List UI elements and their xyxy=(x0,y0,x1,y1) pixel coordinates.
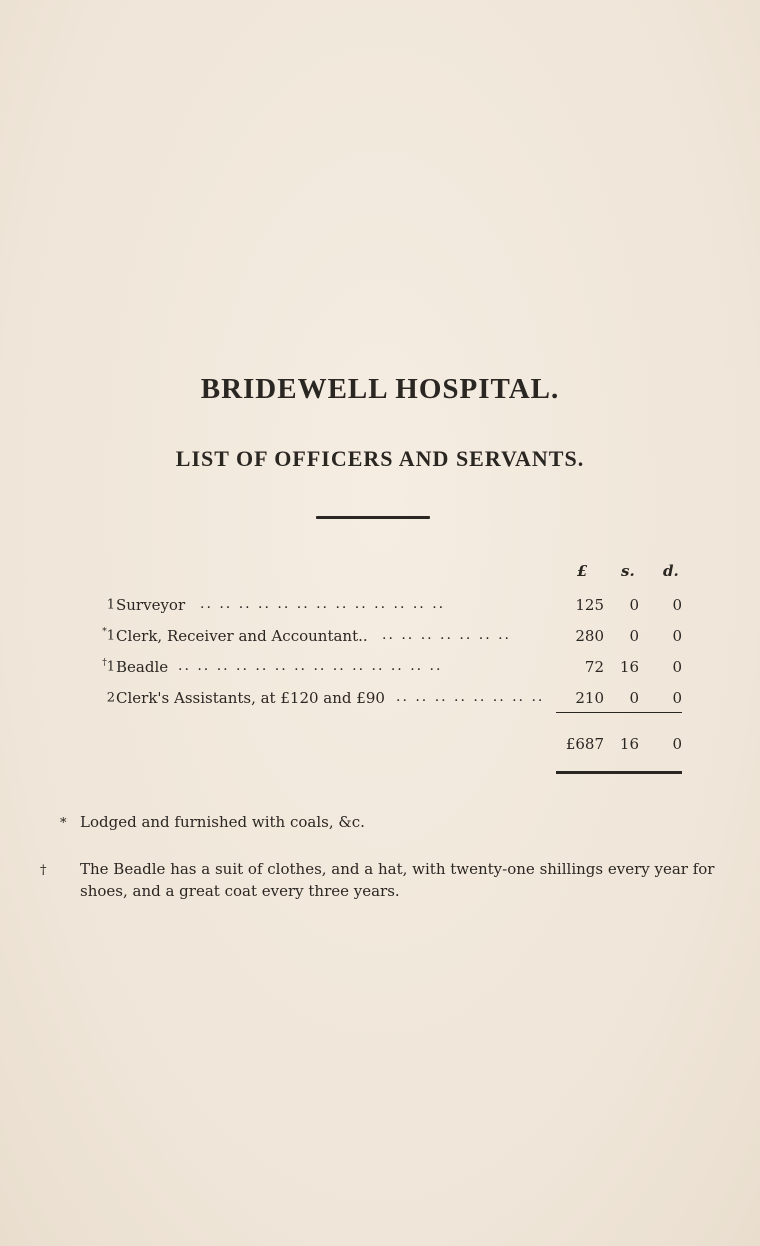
row-label: Clerk's Assistants, at £120 and £90 xyxy=(116,689,385,707)
row-shillings: 0 xyxy=(629,689,639,707)
page-title: BRIDEWELL HOSPITAL. xyxy=(200,373,560,405)
row-pence: 0 xyxy=(672,596,682,614)
footnote-beadle xyxy=(40,859,720,901)
leader-dots: .. .. .. .. .. .. .. .. xyxy=(396,689,545,705)
footnote-symbol: † xyxy=(40,863,47,878)
row-pounds: 72 xyxy=(584,658,604,676)
row-count: *1 xyxy=(102,627,115,644)
row-shillings: 16 xyxy=(619,658,639,676)
list-item xyxy=(60,596,700,618)
leader-dots: .. .. .. .. .. .. .. .. .. .. .. .. .. .. xyxy=(178,658,443,674)
row-count: 2 xyxy=(106,690,115,706)
list-item xyxy=(60,658,700,680)
total-pounds: £687 xyxy=(565,735,604,753)
pounds-unit-heading: £ xyxy=(577,562,588,580)
row-label: Beadle xyxy=(116,658,169,676)
total-shillings: 16 xyxy=(619,735,639,753)
list-item xyxy=(60,689,700,711)
sum-rule xyxy=(556,712,682,713)
footnote-text: Lodged and furnished with coals, &c. xyxy=(80,813,365,831)
leader-dots: .. .. .. .. .. .. .. xyxy=(382,627,512,643)
total-pence: 0 xyxy=(672,735,682,753)
row-pence: 0 xyxy=(672,627,682,645)
leader-dots: .. .. .. .. .. .. .. .. .. .. .. .. .. xyxy=(200,596,446,612)
footnote-symbol: * xyxy=(60,816,67,831)
row-label: Surveyor xyxy=(116,596,186,614)
total-rule xyxy=(556,771,682,774)
row-pence: 0 xyxy=(672,658,682,676)
shillings-unit-heading: s. xyxy=(621,562,635,580)
row-pounds: 210 xyxy=(575,689,604,707)
row-shillings: 0 xyxy=(629,596,639,614)
pence-unit-heading: d. xyxy=(663,562,679,580)
row-count: 1 xyxy=(106,597,115,613)
row-label: Clerk, Receiver and Accountant.. xyxy=(116,627,368,645)
row-pounds: 125 xyxy=(575,596,604,614)
page-subtitle: LIST OF OFFICERS AND SERVANTS. xyxy=(175,446,585,471)
footnote-text: The Beadle has a suit of clothes, and a hat, with twenty-one shillings every year for shoes, and a great coat every three years. xyxy=(80,860,715,900)
list-item xyxy=(60,627,700,649)
row-count: †1 xyxy=(102,658,115,675)
title-rule xyxy=(316,516,430,519)
footnote-lodging xyxy=(60,812,700,834)
row-pounds: 280 xyxy=(575,627,604,645)
row-shillings: 0 xyxy=(629,627,639,645)
row-pence: 0 xyxy=(672,689,682,707)
